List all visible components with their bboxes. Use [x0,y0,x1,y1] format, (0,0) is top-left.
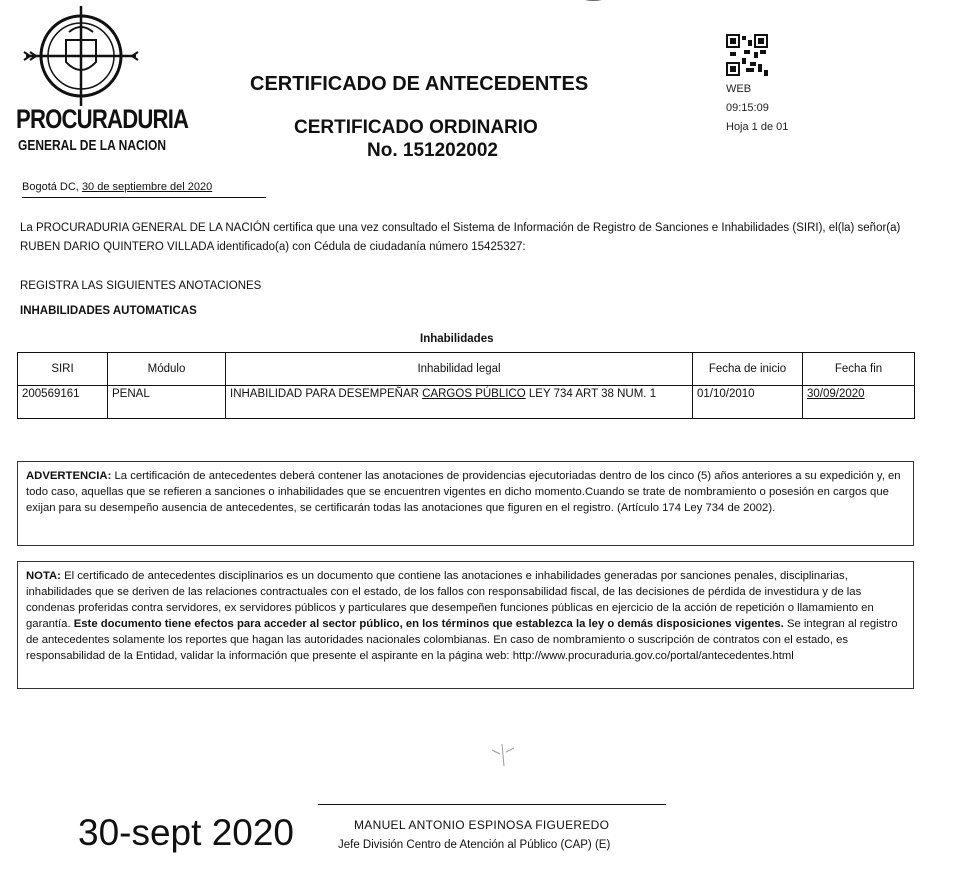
handwritten-date: 30-sept 2020 [78,812,295,853]
nota-text-1: El certificado de antecedentes disciplinarios es un documento que contiene las anotaciones e inhabilidades generadas por sanciones penales, disciplinarias, inhabilidades que se deriven de las relaciones contractuales con el estado, de los fallos con responsabilidad fiscal, de las decisiones de pérdida de investidura y de las condenas proferidas contra servidores, ex servidores públicos y particulares que desempeñen funciones públicas en ejercicio de la acción de repetición o llamamiento en garantía. [26,570,874,630]
document-subtitle: CERTIFICADO ORDINARIO [294,117,538,138]
advertencia-text: La certificación de antecedentes deberá contener las anotaciones de providencias ejecutoriadas dentro de los cinco (5) años anteriores a su expedición y, en todo caso, aquellas que se refieren a sanciones o inhabilidades que se encuentren vigentes en dicho momento.Cuando se trate de nombramiento o posesión en cargos que exijan para su desempeño ausencia de antecedentes, se certificarán todas las anotaciones que figuren en el registro. (Artículo 174 Ley 734 de 2002). [26,470,901,514]
nota-bold-text: Este documento tiene efectos para acceder al sector público, en los términos que establezca la ley o demás disposiciones vigentes. [73,618,784,630]
cell-modulo: PENAL [108,386,226,419]
signature-line [318,804,666,805]
date-value: 30 de septiembre del 2020 [81,181,213,193]
legal-text-underlined: CARGOS PÚBLICO [422,388,526,400]
section-heading: INHABILIDADES AUTOMATICAS [20,305,197,317]
legal-text-a: INHABILIDAD PARA DESEMPEÑAR [230,388,423,400]
col-header-fin: Fecha fin [803,353,915,386]
signatory-name: MANUEL ANTONIO ESPINOSA FIGUEREDO [354,818,610,832]
org-name: PROCURADURIA [16,104,189,134]
col-header-legal: Inhabilidad legal [226,353,693,386]
cell-fin [803,386,915,419]
advertencia-box [17,461,914,546]
table-caption: Inhabilidades [420,333,494,345]
inhabilidades-table [17,352,915,419]
fin-date: 30/09/2020 [807,388,865,400]
col-header-inicio: Fecha de inicio [693,353,803,386]
table-header-row [18,353,915,386]
nota-box [17,561,914,689]
intro-paragraph: La PROCURADURIA GENERAL DE LA NACIÓN certifica que una vez consultado el Sistema de Información de Registro de Sanciones e Inhabilidades (SIRI), el(la) señor(a) RUBEN DARIO QUINTERO VILLADA identificado(a) con Cédula de ciudadanía número 15425327: [20,222,901,253]
registra-label: REGISTRA LAS SIGUIENTES ANOTACIONES [20,280,262,292]
cell-siri: 200569161 [18,386,108,419]
legal-text-c: LEY 734 ART 38 NUM. 1 [525,388,657,400]
table-row [18,386,915,419]
date-underline [22,197,266,198]
advertencia-label: ADVERTENCIA: [26,470,112,482]
date-prefix: Bogotá DC, [22,181,79,193]
col-header-siri: SIRI [18,353,108,386]
col-header-modulo: Módulo [108,353,226,386]
org-subname: GENERAL DE LA NACION [18,137,167,154]
issue-time: 09:15:09 [726,102,769,114]
signatory-role: Jefe División Centro de Atención al Público (CAP) (E) [338,839,611,851]
ink-smudge [488,740,518,768]
cell-legal [226,386,693,419]
handwritten-scribble [180,0,640,10]
channel-label: WEB [726,83,752,95]
nota-text-2: Se integran al registro de antecedentes solamente los reportes que hagan las autoridades nacionales colombianas. En caso de nombramiento o suscripción de contratos con el estado, es responsabilidad de la Entidad, validar la información que presente el aspirante en la página web: http://www.procuraduria.gov.co/portal/antecedentes.html [26,618,898,662]
document-title: CERTIFICADO DE ANTECEDENTES [250,73,589,95]
page-indicator: Hoja 1 de 01 [726,121,789,133]
certificate-number: No. 151202002 [367,140,498,161]
cell-inicio: 01/10/2010 [693,386,803,419]
qr-code-icon [726,34,768,76]
issue-date [22,181,212,193]
nota-label: NOTA: [26,570,61,582]
